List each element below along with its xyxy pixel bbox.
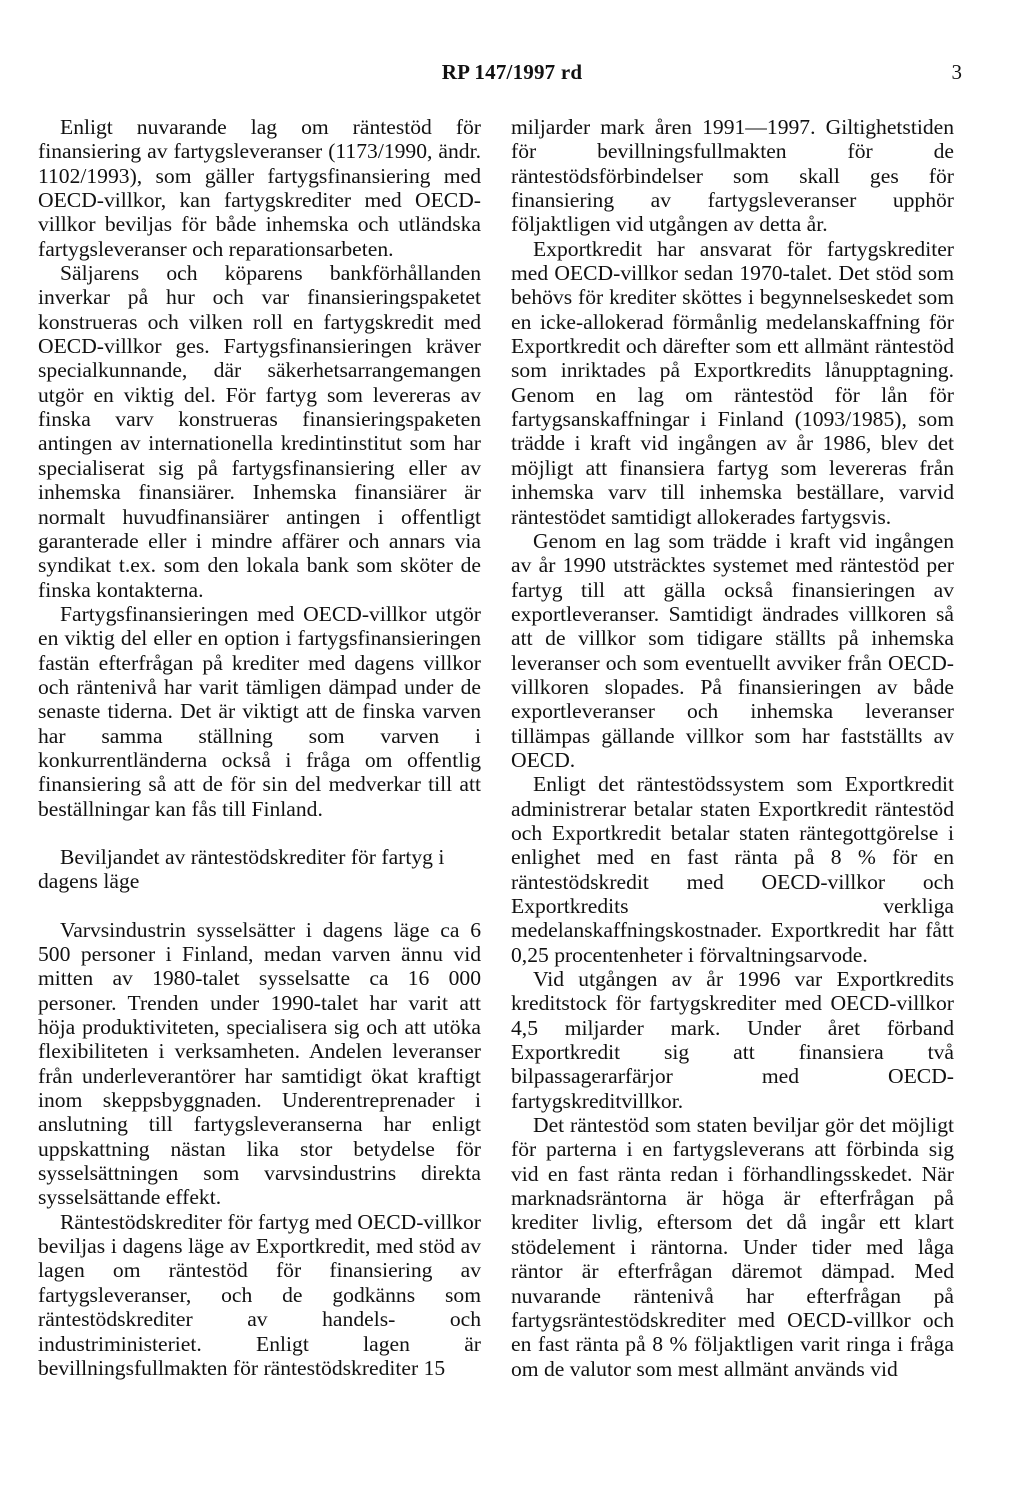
section-heading: Beviljandet av räntestödskrediter för fartyg i dagens läge <box>38 844 445 894</box>
paragraph: Enligt nuvarande lag om räntestöd för finansiering av fartygsleveranser (1173/1990, ändr. 1102/1993), som gäller fartygsfinansiering med OECD-villkor, kan fartygskrediter med OECD-villkor beviljas för både inhemska och utländska fartygsleveranser och reparationsarbeten. <box>38 115 481 261</box>
paragraph: Räntestödskrediter för fartyg med OECD-villkor beviljas i dagens läge av Exportkredit, med stöd av lagen om räntestöd för finansiering av fartygsleveranser, och de godkänns som räntestödskrediter av handels- och industriministeriet. Enligt lagen är bevillningsfullmakten för räntestödskrediter 15 <box>38 1209 481 1380</box>
paragraph: Varvsindustrin sysselsätter i dagens läge ca 6 500 personer i Finland, medan varven ännu vid mitten av 1980-talet sysselsatte ca 16 000 personer. Trenden under 1990-talet har varit att höja produktiviteten, specialisera sig och att utöka flexibiliteten i verksamheten. Andelen leveranser från underleverantörer har samtidigt ökat kraftigt inom skeppsbyggnaden. Underentreprenader i anslutning till fartygsleveranserna har enligt uppskattning nästan lika stor betydelse för sysselsättningen som varvsindustrins direkta sysselsättande effekt. <box>38 917 481 1210</box>
paragraph: Fartygsfinansieringen med OECD-villkor utgör en viktig del eller en option i fartygsfinansieringen fastän efterfrågan på krediter med dagens villkor och räntenivå har varit tämligen dämpad under de senaste tiderna. Det är viktigt att de finska varven har samma ställning som varven i konkurrentländerna också i fråga om offentlig finansiering så att de för sin del medverkar till att beställningar kan fås till Finland. <box>38 601 481 821</box>
page-number: 3 <box>951 60 962 84</box>
left-column <box>38 115 481 1380</box>
paragraph: Vid utgången av år 1996 var Exportkredits kreditstock för fartygskrediter med OECD-villkor 4,5 miljarder mark. Under året förband Exportkredit sig att finansiera två bilpassagerarfärjor med OECD-fartygskreditvillkor. <box>511 967 954 1113</box>
paragraph: Exportkredit har ansvarat för fartygskrediter med OECD-villkor sedan 1970-talet. Det stöd som behövs för krediter sköttes i begynnelseskedet som en icke-allokerad förmånlig medelanskaffning för Exportkredit och därefter som ett allmänt räntestöd som inriktades på Exportkredits lånupptagning. Genom en lag om räntestöd för lån för fartygsanskaffningar i Finland (1093/1985), som trädde i kraft vid ingången av år 1986, blev det möjligt att finansiera fartyg som levereras från inhemska varv till inhemska beställare, varvid räntestödet samtidigt allokerades fartygsvis. <box>511 236 954 529</box>
paragraph: Enligt det räntestödssystem som Exportkredit administrerar betalar staten Exportkredit räntestöd och Exportkredit betalar staten räntegottgörelse i enlighet med en fast ränta på 8 % för en räntestödskredit med OECD-villkor och Exportkredits verkliga medelanskaffningskostnader. Exportkredit har fått 0,25 procentenheter i förvaltningsarvode. <box>511 772 954 967</box>
paragraph: Det räntestöd som staten beviljar gör det möjligt för parterna i en fartygsleverans att förbinda sig vid en fast ränta redan i förhandlingsskedet. När marknadsräntorna är höga är efterfrågan på krediter livlig, eftersom det då ingår ett klart stödelement i räntorna. Under tider med låga räntor är efterfrågan däremot dämpad. Med nuvarande räntenivå har efterfrågan på fartygsräntestödskrediter med OECD-villkor och en fast ränta på 8 % följaktligen varit ringa i fråga om de valutor som mest allmänt används vid <box>511 1113 954 1381</box>
paragraph: Säljarens och köparens bankförhållanden inverkar på hur och var finansieringspaketet konstrueras och vilken roll en fartygskredit med OECD-villkor ges. Fartygsfinansieringen kräver specialkunnande, där säkerhetsarrangemangen utgör en viktig del. För fartyg som levereras av finska varv konstrueras finansieringspaketen antingen av internationella kredintinstitut som har specialiserat sig på fartygsfinansiering eller av inhemska finansiärer. Inhemska finansiärer är normalt huvudfinansiärer antingen i offentligt garanterade eller i mindre affärer och annars via syndikat t.ex. som den lokala bank som sköter de finska kontakterna. <box>38 261 481 602</box>
page-header <box>0 60 1024 90</box>
paragraph: Genom en lag som trädde i kraft vid ingången av år 1990 utsträcktes systemet med räntestöd per fartyg till att gälla också finansieringen av exportleveranser. Samtidigt ändrades villkoren så att de villkor som tidigare ställts på inhemska leveranser och som eventuellt avviker från OECD-villkoren slopades. På finansieringen av både exportleveranser och inhemska leveranser tillämpas gällande villkor som har fastställts av OECD. <box>511 528 954 772</box>
document-reference: RP 147/1997 rd <box>441 60 583 84</box>
right-column <box>511 115 954 1381</box>
paragraph-continuation: miljarder mark åren 1991—1997. Giltighetstiden för bevillningsfullmakten för de räntestödsförbindelser som skall ges för finansiering av fartygsleveranser upphör följaktligen vid utgången av detta år. <box>511 115 954 237</box>
